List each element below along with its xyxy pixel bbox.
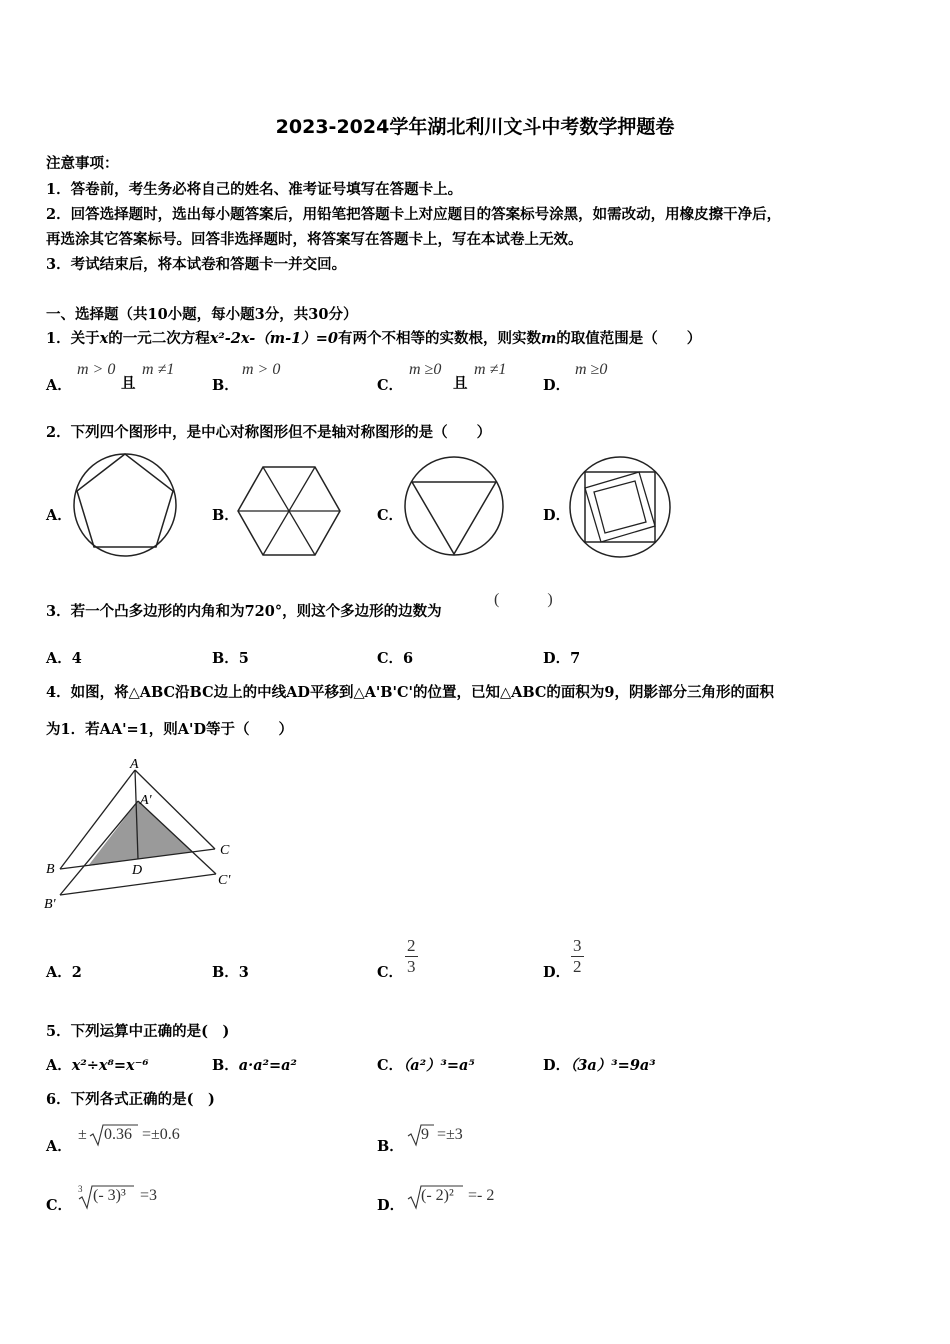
label-A-prime: A'	[140, 793, 152, 808]
option: C．（a²）³=a⁵	[377, 1057, 475, 1074]
option-math: m > 0	[77, 361, 116, 378]
figure-pentagon-circle	[70, 452, 182, 560]
option-label: C．	[377, 507, 404, 524]
question-4-line2: 为1．若AA'=1，则A'D等于（ ）	[46, 721, 294, 738]
section-heading: 一、选择题（共10小题，每小题3分，共30分）	[46, 306, 358, 323]
option-label: C．	[377, 964, 404, 981]
notice-item: 3．考试结束后，将本试卷和答题卡一并交回。	[46, 256, 347, 273]
label-D: D	[132, 863, 143, 878]
question-3: 3．若一个凸多边形的内角和为720°，则这个多边形的边数为	[46, 603, 442, 620]
option-conj: 且	[121, 375, 136, 392]
option: C．6	[377, 650, 414, 667]
radicand: (- 3)³	[93, 1187, 126, 1204]
question-5: 5．下列运算中正确的是( )	[46, 1023, 230, 1040]
option-label: C．	[377, 377, 404, 394]
option: D．7	[543, 650, 581, 667]
option-math: m ≥0	[409, 361, 442, 378]
question-1: 1．关于x的一元二次方程x²-2x-（m-1）=0有两个不相等的实数根，则实数m的取值范围是（ ）	[46, 330, 702, 347]
result: =- 2	[468, 1187, 495, 1204]
option-label: A．	[46, 377, 72, 394]
radicand: (- 2)²	[421, 1187, 454, 1204]
option-label: D．	[543, 964, 571, 981]
option-label: B．	[212, 377, 239, 394]
option: B．3	[212, 964, 249, 981]
figure-squares-circle	[568, 455, 672, 559]
page-title: 2023-2024学年湖北利川文斗中考数学押题卷	[275, 116, 675, 138]
option-label: A．	[46, 1138, 72, 1155]
result: =±0.6	[142, 1126, 180, 1143]
option-math: m ≠1	[474, 361, 507, 378]
result: =±3	[437, 1126, 463, 1143]
option-conj: 且	[453, 375, 468, 392]
option: B．a·a²=a²	[212, 1057, 297, 1074]
fraction-three-halves: $\frac{3}{2}$	[573, 936, 582, 976]
radicand: 9	[421, 1126, 429, 1143]
option-label: B．	[377, 1138, 404, 1155]
option-label: D．	[543, 377, 571, 394]
notice-item: 再选涂其它答案标号。回答非选择题时，将答案写在答题卡上，写在本试卷上无效。	[46, 231, 583, 248]
plus-minus: ±	[78, 1126, 87, 1143]
question-4-line1: 4．如图，将△ABC沿BC边上的中线AD平移到△A'B'C'的位置，已知△ABC的面积为9，阴影部分三角形的面积	[46, 684, 775, 701]
option: B．5	[212, 650, 249, 667]
option-label: B．	[212, 507, 239, 524]
option-label: A．	[46, 507, 72, 524]
label-C: C	[220, 843, 230, 858]
notice-item: 2．回答选择题时，选出每小题答案后，用铅笔把答题卡上对应题目的答案标号涂黑，如需改动，用橡皮擦干净后，	[46, 206, 782, 223]
notice-item: 1．答卷前，考生务必将自己的姓名、准考证号填写在答题卡上。	[46, 181, 463, 198]
option: A．4	[46, 650, 82, 667]
answer-paren: ( )	[494, 591, 553, 608]
result: =3	[140, 1187, 158, 1204]
figure-hexagon	[236, 464, 344, 558]
option-label: D．	[543, 507, 571, 524]
label-A: A	[130, 757, 139, 772]
option: A．x²÷x⁸=x⁻⁶	[46, 1057, 149, 1074]
notice-heading: 注意事项：	[46, 155, 119, 172]
option: A．2	[46, 964, 82, 981]
option-math: m ≠1	[142, 361, 175, 378]
option-math: m ≥0	[575, 361, 608, 378]
option-math: m > 0	[242, 361, 281, 378]
question-2: 2．下列四个图形中，是中心对称图形但不是轴对称图形的是（ ）	[46, 424, 492, 441]
fraction-two-thirds: $\frac{2}{3}$	[407, 936, 416, 976]
figure-triangle-circle	[402, 454, 506, 558]
label-B: B	[46, 862, 55, 877]
figure-triangle-translation	[40, 752, 240, 917]
question-6: 6．下列各式正确的是( )	[46, 1091, 215, 1108]
radicand: 0.36	[104, 1126, 132, 1143]
root-index: 3	[78, 1184, 83, 1194]
option: D．（3a）³=9a³	[543, 1057, 656, 1074]
option-label: D．	[377, 1197, 405, 1214]
label-B-prime: B'	[44, 897, 56, 912]
label-C-prime: C'	[218, 873, 231, 888]
option-label: C．	[46, 1197, 73, 1214]
